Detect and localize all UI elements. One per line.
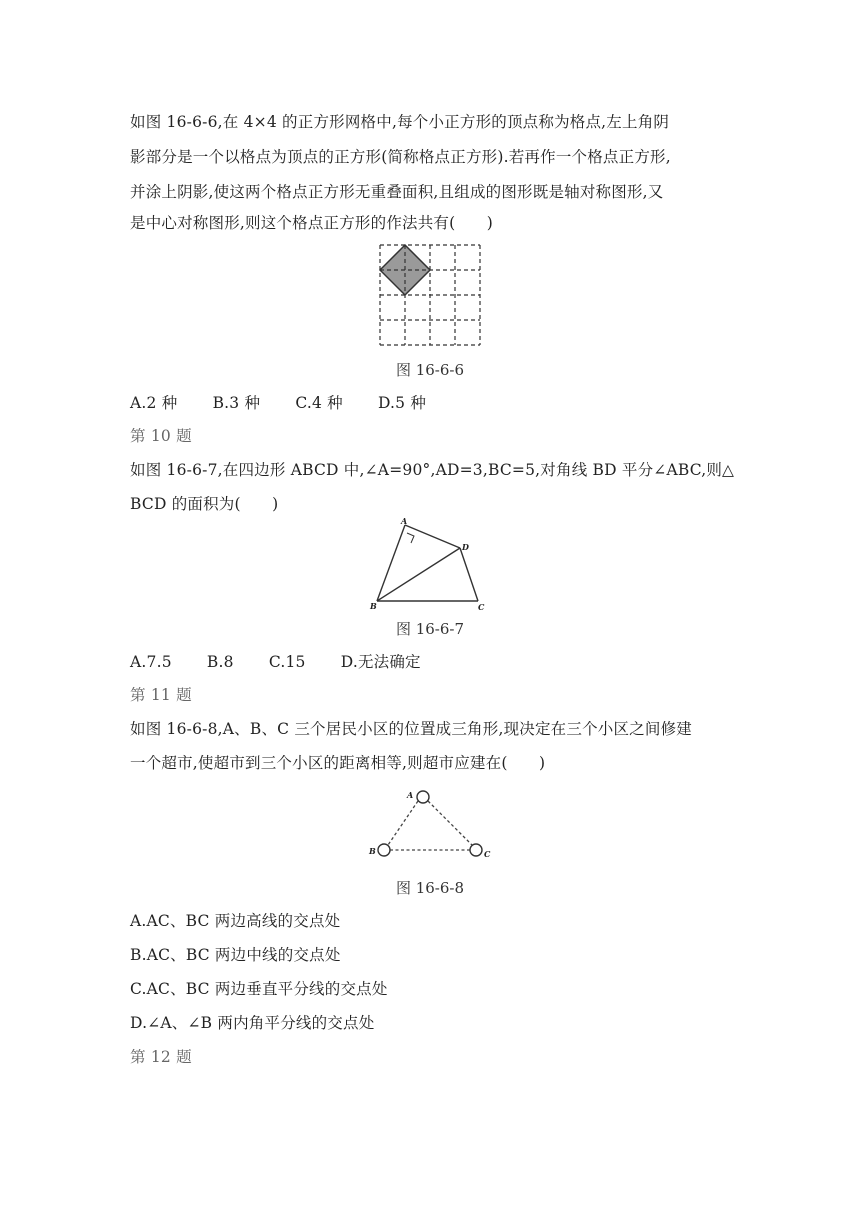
grid-figure <box>380 245 480 345</box>
q10-option-b: B.8 <box>206 653 234 671</box>
community-label-b: B <box>369 846 376 856</box>
q11-option-b: B.AC、BC 两边中线的交点处 <box>130 946 341 964</box>
q10-options <box>130 652 451 672</box>
community-c-marker <box>470 844 482 856</box>
q9-text-line-2: 影部分是一个以格点为顶点的正方形(简称格点正方形).若再作一个格点正方形, <box>130 148 671 166</box>
triangle-figure <box>365 785 495 865</box>
question-number-12: 第 12 题 <box>130 1048 192 1066</box>
community-a-marker <box>417 791 429 803</box>
q9-option-a: A.2 种 <box>130 394 178 412</box>
q10-option-d: D.无法确定 <box>340 653 421 671</box>
q10-option-a: A.7.5 <box>130 653 172 671</box>
vertex-label-a: A <box>401 516 408 526</box>
vertex-label-d: D <box>462 542 469 552</box>
figure-caption-16-6-8: 图 16-6-8 <box>395 879 465 897</box>
q9-option-b: B.3 种 <box>212 394 261 412</box>
figure-caption-16-6-7: 图 16-6-7 <box>395 620 465 638</box>
q11-option-d: D.∠A、∠B 两内角平分线的交点处 <box>130 1014 375 1032</box>
q9-option-c: C.4 种 <box>295 394 343 412</box>
community-b-marker <box>378 844 390 856</box>
q10-text-line-1: 如图 16-6-7,在四边形 ABCD 中,∠A=90°,AD=3,BC=5,对角线 BD 平分∠ABC,则△ <box>130 461 735 479</box>
community-label-a: A <box>407 790 414 800</box>
q11-option-a: A.AC、BC 两边高线的交点处 <box>130 912 341 930</box>
community-label-c: C <box>484 849 491 859</box>
q9-text-line-3: 并涂上阴影,使这两个格点正方形无重叠面积,且组成的图形既是轴对称图形,又 <box>130 183 664 201</box>
figure-caption-16-6-6: 图 16-6-6 <box>395 361 465 379</box>
q10-option-c: C.15 <box>268 653 306 671</box>
quadrilateral-figure <box>365 515 495 615</box>
q11-text-line-2: 一个超市,使超市到三个小区的距离相等,则超市应建在( ) <box>130 754 546 772</box>
vertex-label-c: C <box>478 602 485 612</box>
vertex-label-b: B <box>370 601 377 611</box>
q11-text-line-1: 如图 16-6-8,A、B、C 三个居民小区的位置成三角形,现决定在三个小区之间修建 <box>130 720 692 738</box>
question-number-10: 第 10 题 <box>130 427 192 445</box>
question-number-11: 第 11 题 <box>130 686 192 704</box>
q10-text-line-2: BCD 的面积为( ) <box>130 495 279 513</box>
q9-option-d: D.5 种 <box>377 394 427 412</box>
q9-text-line-4: 是中心对称图形,则这个格点正方形的作法共有( ) <box>130 214 494 232</box>
q11-option-c: C.AC、BC 两边垂直平分线的交点处 <box>130 980 388 998</box>
q9-options <box>130 393 456 413</box>
q9-text-line-1: 如图 16-6-6,在 4×4 的正方形网格中,每个小正方形的顶点称为格点,左上角阴 <box>130 113 670 131</box>
